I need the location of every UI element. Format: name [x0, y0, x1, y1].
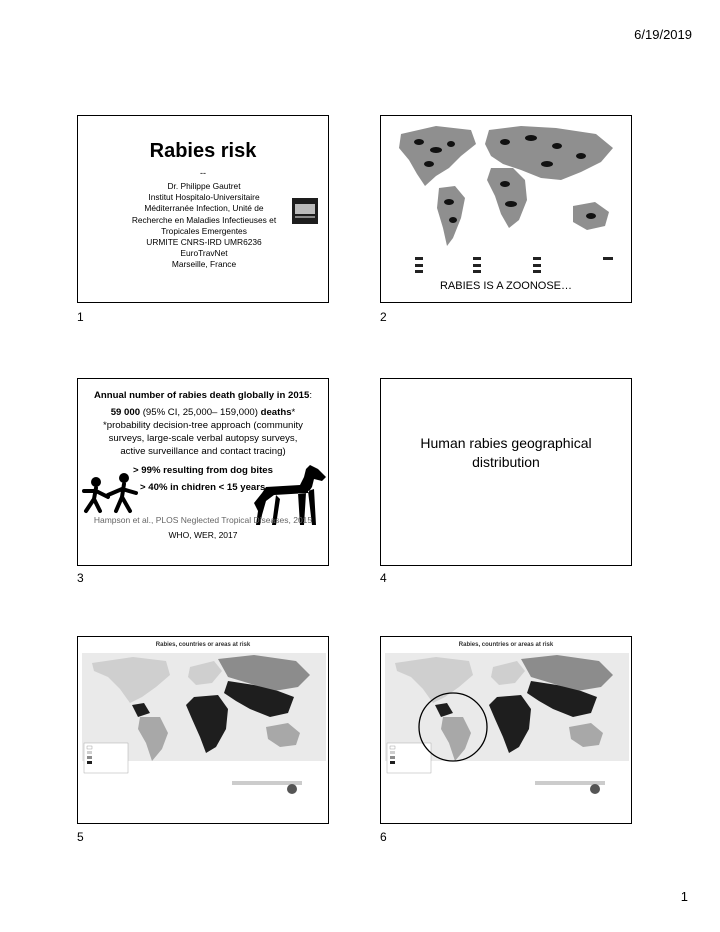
slide-1-affiliation: [78, 181, 329, 271]
slide-4[interactable]: [380, 378, 632, 566]
slide-3-number: 3: [77, 571, 84, 585]
slide-2-number: 2: [380, 310, 387, 324]
world-animals-map: [381, 116, 632, 276]
affiliation-line: Méditerranée Infection, Unité de: [144, 203, 264, 214]
page-number: 1: [680, 889, 688, 904]
slide-1[interactable]: [77, 115, 329, 303]
stat-dog-bites: > 99% resulting from dog bites: [133, 465, 273, 476]
slide-3-footnote: *probability decision-tree approach (community surveys, large-scale verbal autopsy surveys, active surveillance and contact tracing): [103, 420, 303, 457]
map-title: Rabies, countries or areas at risk: [155, 642, 251, 648]
deaths-label: deaths: [260, 407, 292, 418]
slide-5[interactable]: [77, 636, 329, 824]
heading-colon: :: [309, 390, 313, 401]
slide-3-heading: [78, 388, 328, 420]
affiliation-line: Dr. Philippe Gautret: [167, 181, 241, 191]
affiliation-line: Institut Hospitalo-Universitaire: [148, 192, 260, 203]
affiliation-line: Marseille, France: [171, 259, 237, 270]
slide-3[interactable]: [77, 378, 329, 566]
slide-4-number: 4: [380, 571, 387, 585]
affiliation-line: Tropicales Emergentes: [161, 225, 247, 236]
affiliation-line: URMITE CNRS-IRD UMR6236: [146, 237, 262, 248]
slide-5-number: 5: [77, 830, 84, 844]
deaths-value: 59 000: [110, 407, 141, 418]
slide-1-dash: --: [200, 168, 206, 178]
slide-2[interactable]: [380, 115, 632, 303]
slide-6-number: 6: [380, 830, 387, 844]
affiliation-line: Recherche en Maladies Infectieuses et: [131, 214, 277, 225]
rabies-risk-map: [78, 637, 329, 824]
stat-children: > 40% in chidren < 15 years: [140, 482, 266, 493]
slide-4-title: Human rabies geographical distribution: [420, 435, 592, 470]
institute-logo: [292, 198, 318, 224]
affiliation-line: EuroTravNet: [180, 248, 228, 259]
heading-text: Annual number of rabies death globally in 2015: [93, 390, 310, 401]
rabies-risk-map-highlighted: [381, 637, 632, 824]
map-title: Rabies, countries or areas at risk: [458, 642, 554, 648]
slide-1-number: 1: [77, 310, 84, 324]
deaths-ci: (95% CI, 25,000– 159,000): [140, 407, 261, 418]
reference-hampson: Hampson et al., PLOS Neglected Tropical Diseases, 2015: [93, 515, 313, 525]
deaths-star: *: [291, 407, 296, 418]
header-date: 6/19/2019: [634, 27, 692, 42]
slide-2-caption: RABIES IS A ZOONOSE…: [439, 280, 573, 292]
slide-1-title: Rabies risk: [149, 140, 257, 162]
reference-who: WHO, WER, 2017: [168, 530, 238, 540]
slide-6[interactable]: [380, 636, 632, 824]
children-icon: [80, 471, 146, 515]
